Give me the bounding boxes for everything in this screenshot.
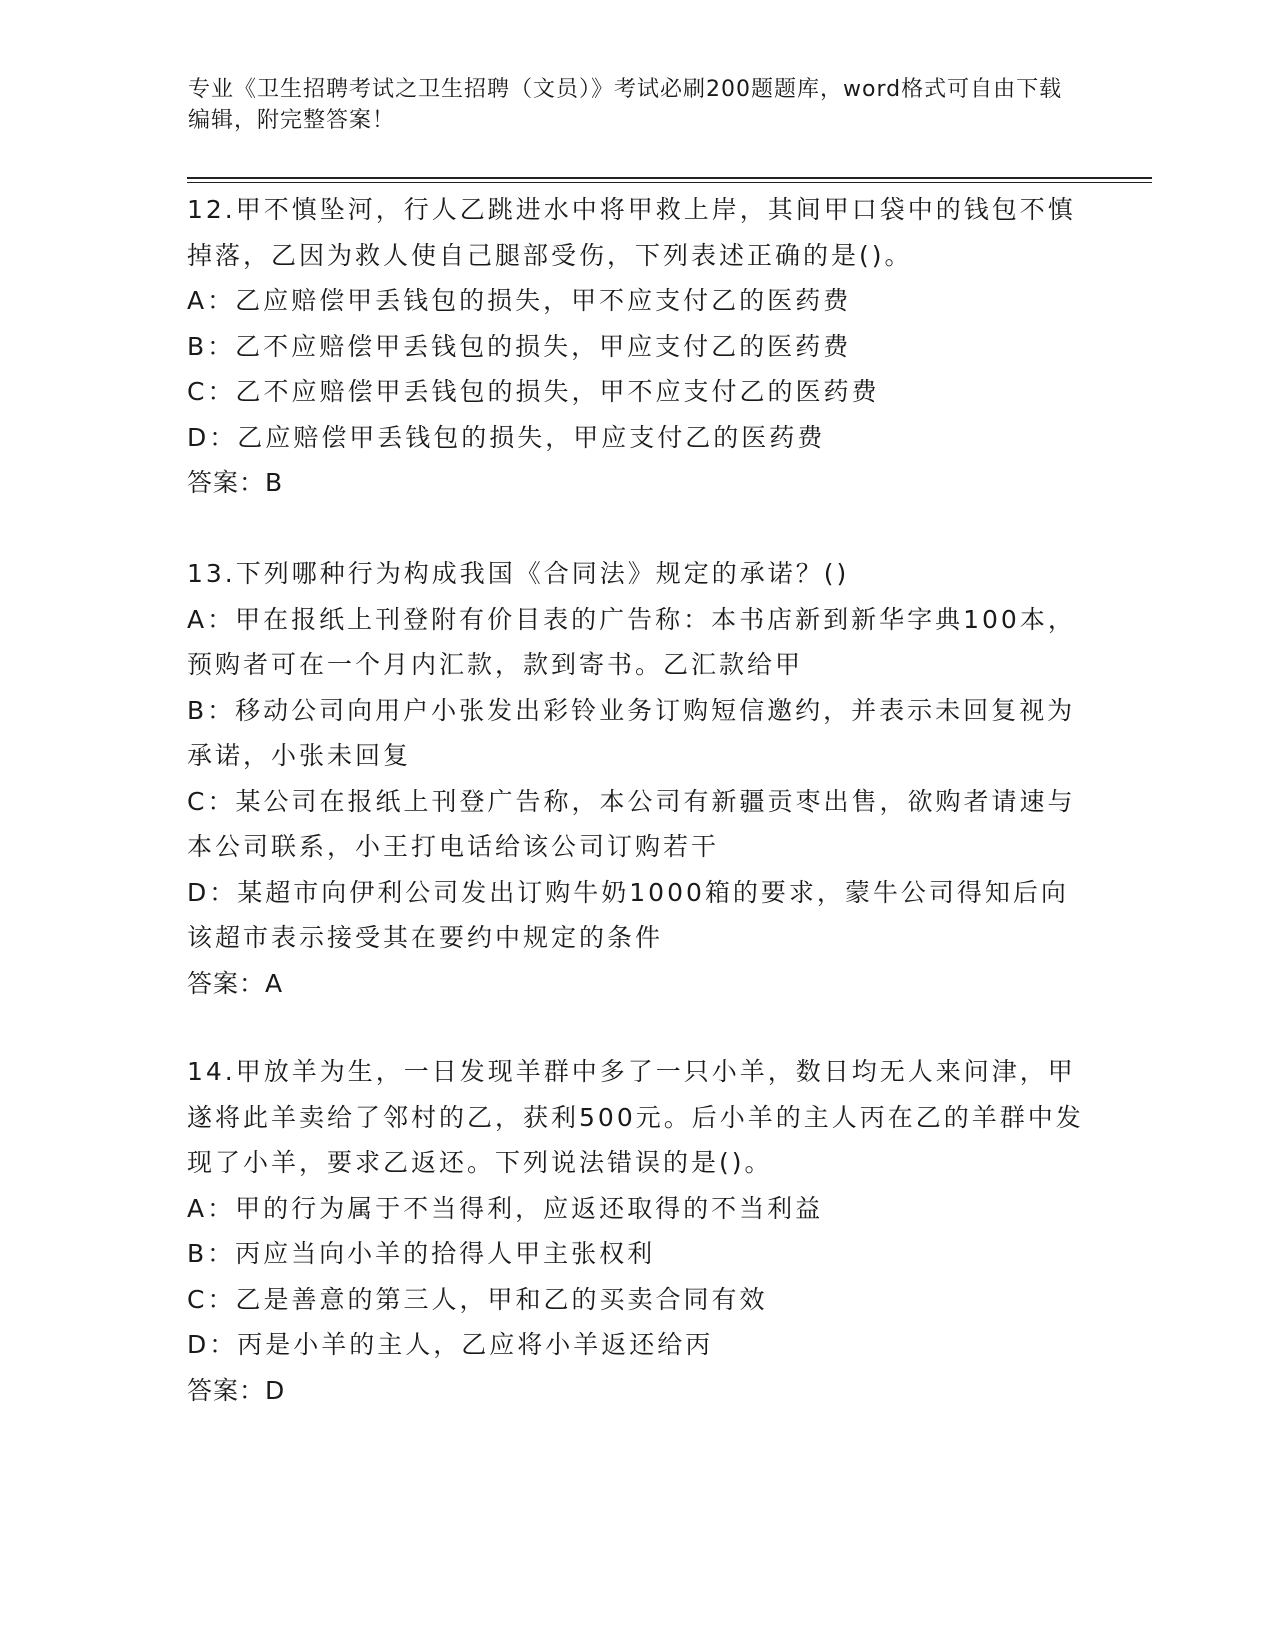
option-a: A：甲的行为属于不当得利，应返还取得的不当利益 xyxy=(187,1193,824,1223)
question-stem: 14.甲放羊为生，一日发现羊群中多了一只小羊，数日均无人来问津，甲遂将此羊卖给了邻村的乙，获利500元。后小羊的主人丙在乙的羊群中发现了小羊，要求乙返还。下列说法错误的是()。 xyxy=(187,1057,1084,1177)
answer-line: 答案：A xyxy=(187,968,284,998)
header-divider-thick xyxy=(187,177,1152,179)
option-a: A：甲在报纸上刊登附有价目表的广告称：本书店新到新华字典100本，预购者可在一个月内汇款，款到寄书。乙汇款给甲 xyxy=(187,604,1076,679)
option-c: C：乙是善意的第三人，甲和乙的买卖合同有效 xyxy=(187,1284,768,1314)
option-a: A：乙应赔偿甲丢钱包的损失，甲不应支付乙的医药费 xyxy=(187,286,852,315)
option-b: B：乙不应赔偿甲丢钱包的损失，甲应支付乙的医药费 xyxy=(187,331,852,361)
document-header xyxy=(188,74,1068,136)
question-14 xyxy=(187,1049,1087,1413)
option-b: B：移动公司向用户小张发出彩铃业务订购短信邀约，并表示未回复视为承诺，小张未回复 xyxy=(187,695,1076,770)
option-c: C：某公司在报纸上刊登广告称，本公司有新疆贡枣出售，欲购者请速与本公司联系，小王打电话给该公司订购若干 xyxy=(187,786,1076,861)
header-divider-thin xyxy=(187,182,1152,183)
option-d: D：某超市向伊利公司发出订购牛奶1000箱的要求，蒙牛公司得知后向该超市表示接受其在要约中规定的条件 xyxy=(187,877,1069,952)
option-c: C：乙不应赔偿甲丢钱包的损失，甲不应支付乙的医药费 xyxy=(187,377,880,406)
option-d: D：乙应赔偿甲丢钱包的损失，甲应支付乙的医药费 xyxy=(187,422,826,452)
question-stem: 13.下列哪种行为构成我国《合同法》规定的承诺？() xyxy=(187,559,850,588)
option-b: B：丙应当向小羊的拾得人甲主张权利 xyxy=(187,1239,656,1268)
answer-line: 答案：B xyxy=(187,468,284,497)
header-text: 专业《卫生招聘考试之卫生招聘（文员）》考试必刷200题题库，word格式可自由下载编辑，附完整答案！ xyxy=(188,77,1063,133)
question-12 xyxy=(187,187,1087,506)
answer-line: 答案：D xyxy=(187,1375,286,1405)
question-13 xyxy=(187,551,1087,1006)
question-stem: 12.甲不慎坠河，行人乙跳进水中将甲救上岸，其间甲口袋中的钱包不慎掉落，乙因为救人使自己腿部受伤，下列表述正确的是()。 xyxy=(187,195,1076,270)
option-d: D：丙是小羊的主人，乙应将小羊返还给丙 xyxy=(187,1330,714,1359)
